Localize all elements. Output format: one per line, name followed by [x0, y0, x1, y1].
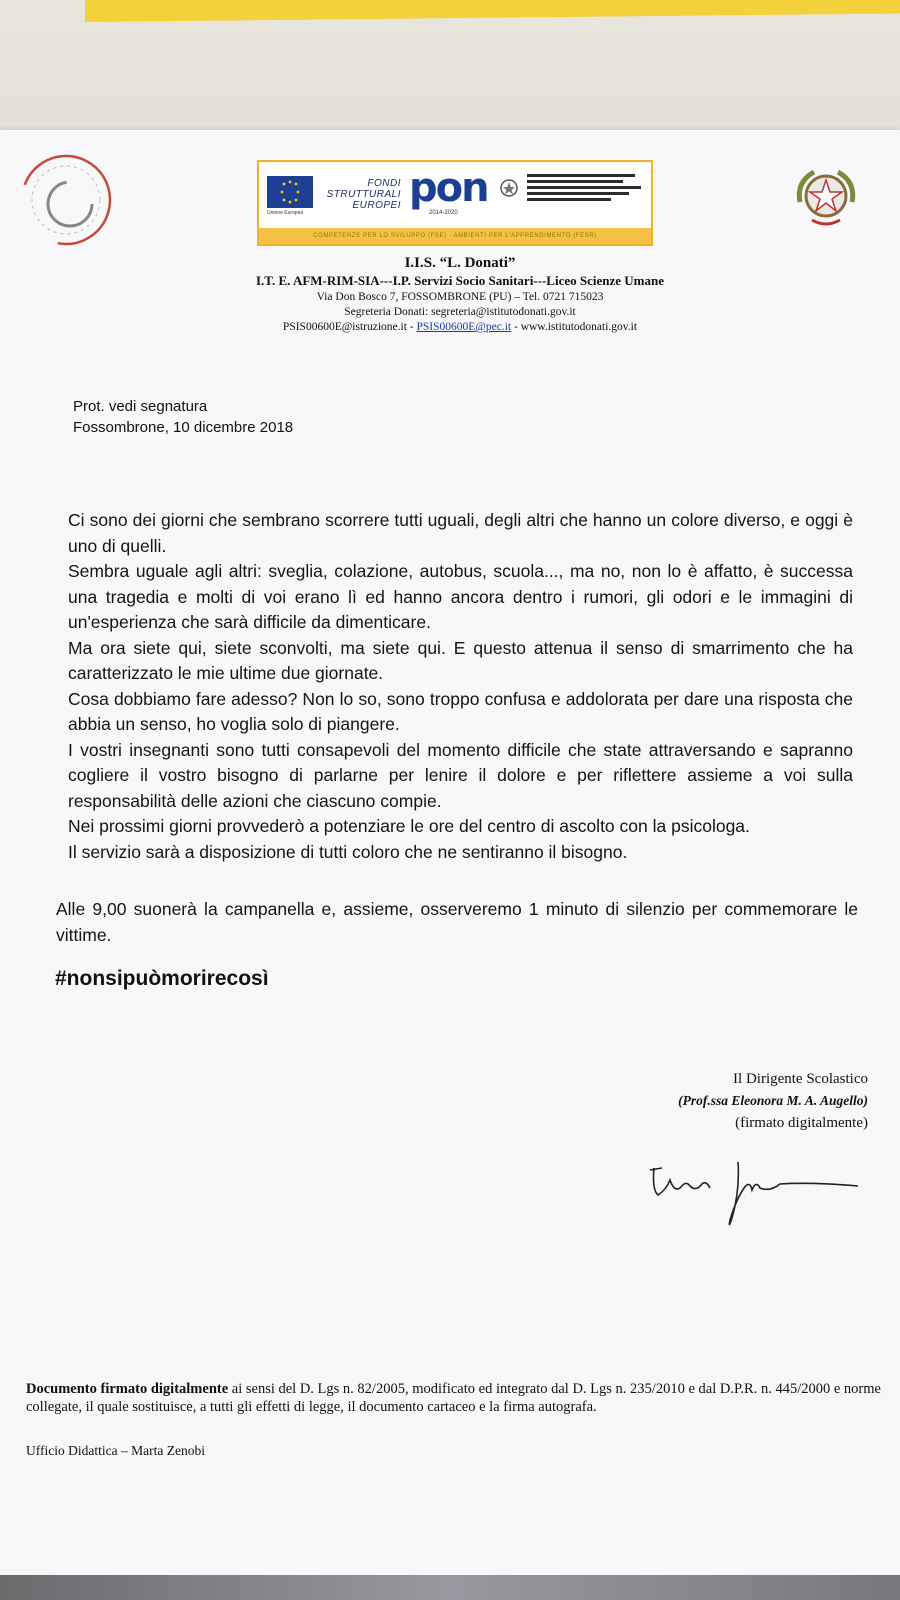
school-email: PSIS00600E@istruzione.it - [282, 321, 417, 333]
italian-republic-emblem-icon [790, 162, 862, 234]
notice-bold: Documento firmato digitalmente [26, 1381, 229, 1397]
letter-paragraph: Ci sono dei giorni che sembrano scorrere tutti uguali, degli altri che hanno un colore diverso, e oggi è uno di quelli. [68, 510, 853, 556]
hashtag: #nonsipuòmorirecosì [55, 967, 269, 990]
notice-text: ai sensi del D. Lgs n. 82/2005, modificato ed integrato dal D. Lgs n. 235/2010 e dal D.P.R. n. 445/2000 e norme collegate, il quale sostituisce, a tutti gli effetti di legge, il documento cartaceo e la firma autografa. [26, 1381, 881, 1415]
protocol-block [73, 396, 293, 438]
pon-banner [257, 160, 653, 246]
school-contacts [180, 320, 740, 335]
fondi-line: FONDI [367, 178, 401, 189]
letter-paragraph: Ma ora siete qui, siete sconvolti, ma siete qui. E questo attenua il senso di smarrimento che ha caratterizzato le mie ultime due giornate. [68, 637, 853, 683]
pon-years: 2014-2020 [429, 210, 458, 216]
school-pec-link[interactable]: PSIS00600E@pec.it [416, 321, 512, 333]
desk-surface [0, 1575, 900, 1600]
letter-paragraph: Il servizio sarà a disposizione di tutti coloro che ne sentiranno il bisogno. [68, 841, 628, 862]
school-website: - www.istitutodonati.gov.it [511, 321, 638, 333]
fondi-line: STRUTTURALI [326, 189, 401, 200]
office-line: Ufficio Didattica – Marta Zenobi [26, 1443, 205, 1458]
school-address: Via Don Bosco 7, FOSSOMBRONE (PU) – Tel. 0721 715023 [316, 291, 604, 303]
ministry-emblem-icon [499, 178, 519, 200]
eu-flag-icon [267, 176, 313, 208]
pon-footer: COMPETENZE PER LO SVILUPPO (FSE) · AMBIENTI PER L'APPRENDIMENTO (FESR) [259, 228, 651, 244]
pon-logo: pon [409, 165, 488, 211]
date-line: Fossombrone, 10 dicembre 2018 [73, 419, 294, 436]
signature-note: (firmato digitalmente) [735, 1115, 868, 1131]
digital-signature-notice [26, 1380, 886, 1416]
school-header [180, 254, 740, 335]
school-courses: I.T. E. AFM-RIM-SIA---I.P. Servizi Socio Sanitari---Liceo Scienze Umane [255, 273, 664, 288]
fondi-strutturali-text [319, 178, 401, 211]
signature-block [600, 1068, 868, 1134]
letter-paragraph: Sembra uguale agli altri: sveglia, colazione, autobus, scuola..., ma no, non lo è affatto, è successa una tragedia e molti di voi erano lì ed hanno ancora dentro i rumori, gli odori e le immagini di un'esperienza che sarà difficile da dimenticare. [68, 561, 853, 632]
eu-caption: Unione Europea [267, 210, 304, 216]
protocol-line: Prot. vedi segnatura [73, 398, 208, 415]
fondi-line: EUROPEI [352, 200, 401, 211]
handwritten-signature [640, 1150, 870, 1235]
ministry-text-block [527, 174, 647, 204]
letter-paragraph: Nei prossimi giorni provvederò a potenziare le ore del centro di ascolto con la psicologa. [68, 816, 750, 836]
signatory-name: (Prof.ssa Eleonora M. A. Augello) [678, 1093, 868, 1108]
school-secretariat: Segreteria Donati: segreteria@istitutodonati.gov.it [344, 306, 576, 318]
letter-paragraph: Cosa dobbiamo fare adesso? Non lo so, sono troppo confusa e addolorata per dare una risposta che abbia un senso, ho voglia solo di piangere. [68, 688, 853, 734]
school-logo-icon [18, 152, 114, 248]
closing-paragraph: Alle 9,00 suonerà la campanella e, assieme, osserveremo 1 minuto di silenzio per commemorare le vittime. [56, 899, 858, 945]
letter-body [68, 508, 853, 865]
signatory-role: Il Dirigente Scolastico [733, 1071, 868, 1087]
letter-paragraph: I vostri insegnanti sono tutti consapevoli del momento difficile che state attraversando e sapranno cogliere il vostro bisogno di parlarne per lenire il dolore e per riflettere assieme a voi sulla responsabilità delle azioni che ciascuno compie. [68, 739, 853, 811]
school-name: I.I.S. “L. Donati” [404, 255, 516, 271]
